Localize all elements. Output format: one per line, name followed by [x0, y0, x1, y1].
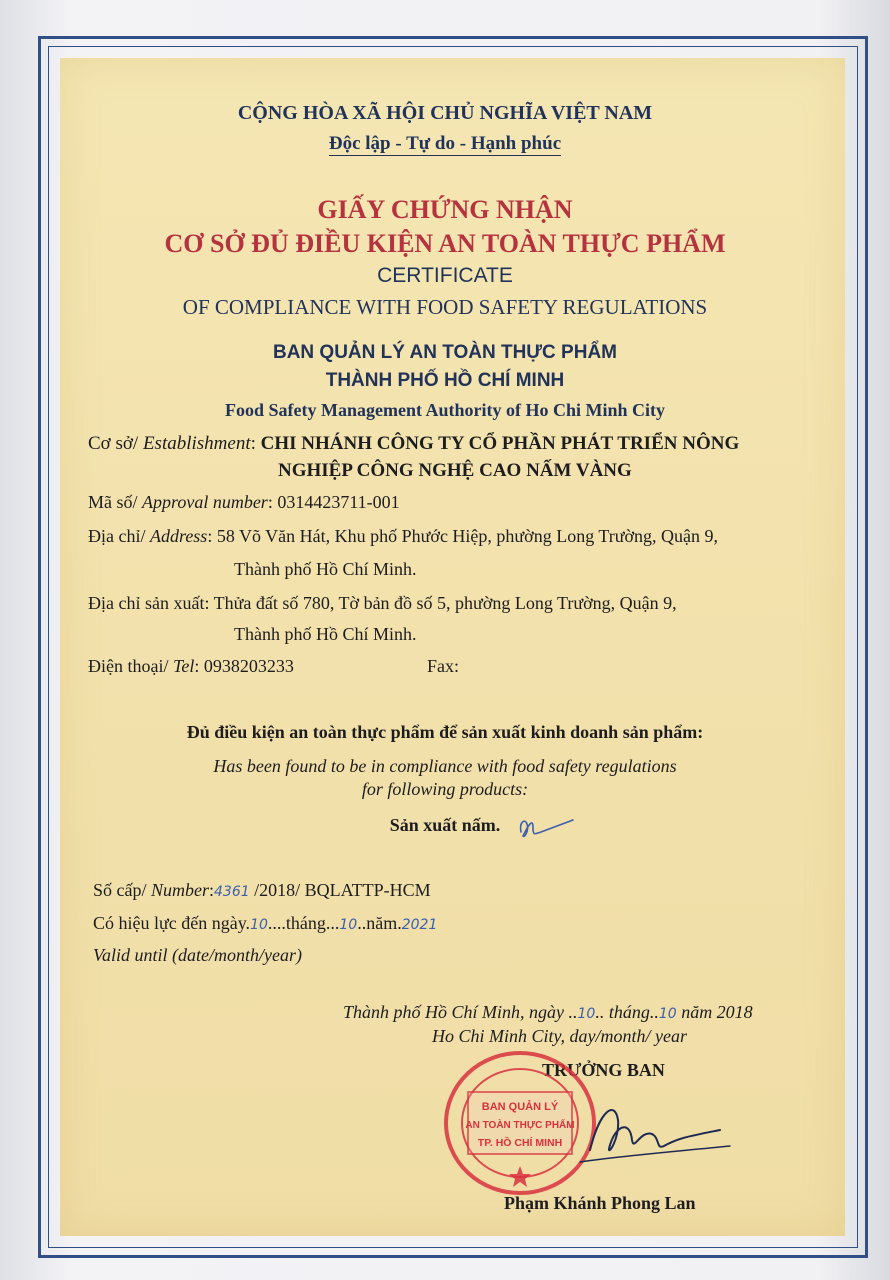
establishment-label-en: Establishment [142, 433, 251, 454]
compliance-en-line1: Has been found to be in compliance with food safety regulations [213, 756, 677, 776]
number-handwritten: 4361 [214, 884, 250, 900]
validity-mid2: ..năm. [357, 913, 402, 933]
production-address-row [88, 593, 677, 614]
compliance-vi: Đủ điều kiện an toàn thực phẩm để sản xuất kinh doanh sản phẩm: [186, 722, 704, 742]
validity-day: 10 [250, 917, 268, 933]
authority-vi-line1: BAN QUẢN LÝ AN TOÀN THỰC PHẨM [272, 342, 618, 363]
establishment-name-line1: CHI NHÁNH CÔNG TY CỔ PHẦN PHÁT TRIỂN NÔNG [260, 433, 740, 454]
validity-row [93, 913, 437, 934]
approval-value: : 0314423711-001 [267, 492, 400, 512]
address-label-en: Address [149, 526, 208, 546]
issued-mid: .. tháng.. [595, 1002, 659, 1022]
production-address-line2: Thành phố Hồ Chí Minh. [234, 624, 417, 644]
stamp-line1: BAN QUẢN LÝ [481, 1101, 559, 1113]
stamp-line3: TP. HỒ CHÍ MINH [477, 1137, 563, 1149]
production-address-line1: Thửa đất số 780, Tờ bản đồ số 5, phường Long Trường, Quận 9, [213, 593, 677, 613]
establishment-row [88, 433, 739, 455]
title-vi-line1: GIẤY CHỨNG NHẬN [317, 195, 573, 224]
establishment-name-line2: NGHIỆP CÔNG NGHỆ CAO NẤM VÀNG [278, 460, 632, 481]
authority-en: Food Safety Management Authority of Ho Chi Minh City [225, 400, 665, 420]
phone-value: : 0938203233 [194, 656, 294, 676]
production-address-label: Địa chỉ sản xuất: [88, 593, 214, 613]
number-label-vi: Số cấp/ [93, 880, 151, 900]
nation-heading: CỘNG HÒA XÃ HỘI CHỦ NGHĨA VIỆT NAM [237, 102, 653, 124]
issued-row [343, 1002, 753, 1023]
approval-label-en: Approval number [142, 492, 268, 512]
address-label-vi: Địa chỉ/ [88, 526, 150, 546]
title-en-line1: CERTIFICATE [377, 264, 513, 287]
approval-label-vi: Mã số/ [88, 492, 142, 512]
phone-label-vi: Điện thoại/ [88, 656, 173, 676]
fax-label: Fax: [427, 656, 460, 676]
phone-label-en: Tel [172, 656, 195, 676]
number-colon: : [209, 880, 215, 900]
establishment-colon: : [250, 433, 261, 454]
validity-year: 2021 [401, 917, 438, 933]
address-line2: Thành phố Hồ Chí Minh. [234, 559, 417, 579]
product: Sản xuất nấm. [389, 815, 501, 835]
issued-day: 10 [577, 1006, 596, 1022]
validity-month: 10 [339, 917, 358, 933]
validity-label: Có hiệu lực đến ngày. [93, 913, 251, 933]
initials-mark [515, 810, 585, 850]
signatory-name: Phạm Khánh Phong Lan [504, 1193, 696, 1213]
issued-month: 10 [658, 1006, 677, 1022]
stamp-line2: AN TOÀN THỰC PHẨM [465, 1120, 575, 1131]
address-row [88, 526, 718, 547]
title-vi-line2: CƠ SỞ ĐỦ ĐIỀU KIỆN AN TOÀN THỰC PHẨM [164, 229, 726, 258]
signature [560, 1090, 740, 1180]
motto [0, 133, 890, 155]
validity-en: Valid until (date/month/year) [93, 945, 302, 965]
establishment-label-vi: Cơ sở/ [88, 433, 143, 454]
phone-row [88, 656, 294, 677]
number-suffix: /2018/ BQLATTP-HCM [249, 880, 431, 900]
number-row [93, 880, 431, 901]
address-line1: : 58 Võ Văn Hát, Khu phố Phước Hiệp, phường Long Trường, Quận 9, [207, 526, 718, 546]
issued-suffix: năm 2018 [676, 1002, 753, 1022]
issued-en: Ho Chi Minh City, day/month/ year [432, 1026, 687, 1046]
number-label-en: Number [151, 880, 209, 900]
approval-row [88, 492, 400, 513]
motto-text: Độc lập - Tự do - Hạnh phúc [328, 133, 562, 154]
signatory-title: TRƯỞNG BAN [542, 1060, 665, 1080]
validity-mid1: ....tháng... [267, 913, 340, 933]
issued-prefix: Thành phố Hồ Chí Minh, ngày .. [343, 1002, 578, 1022]
title-en-line2: OF COMPLIANCE WITH FOOD SAFETY REGULATIONS [182, 295, 708, 319]
compliance-en-line2: for following products: [361, 779, 529, 799]
authority-vi-line2: THÀNH PHỐ HỒ CHÍ MINH [325, 370, 565, 391]
